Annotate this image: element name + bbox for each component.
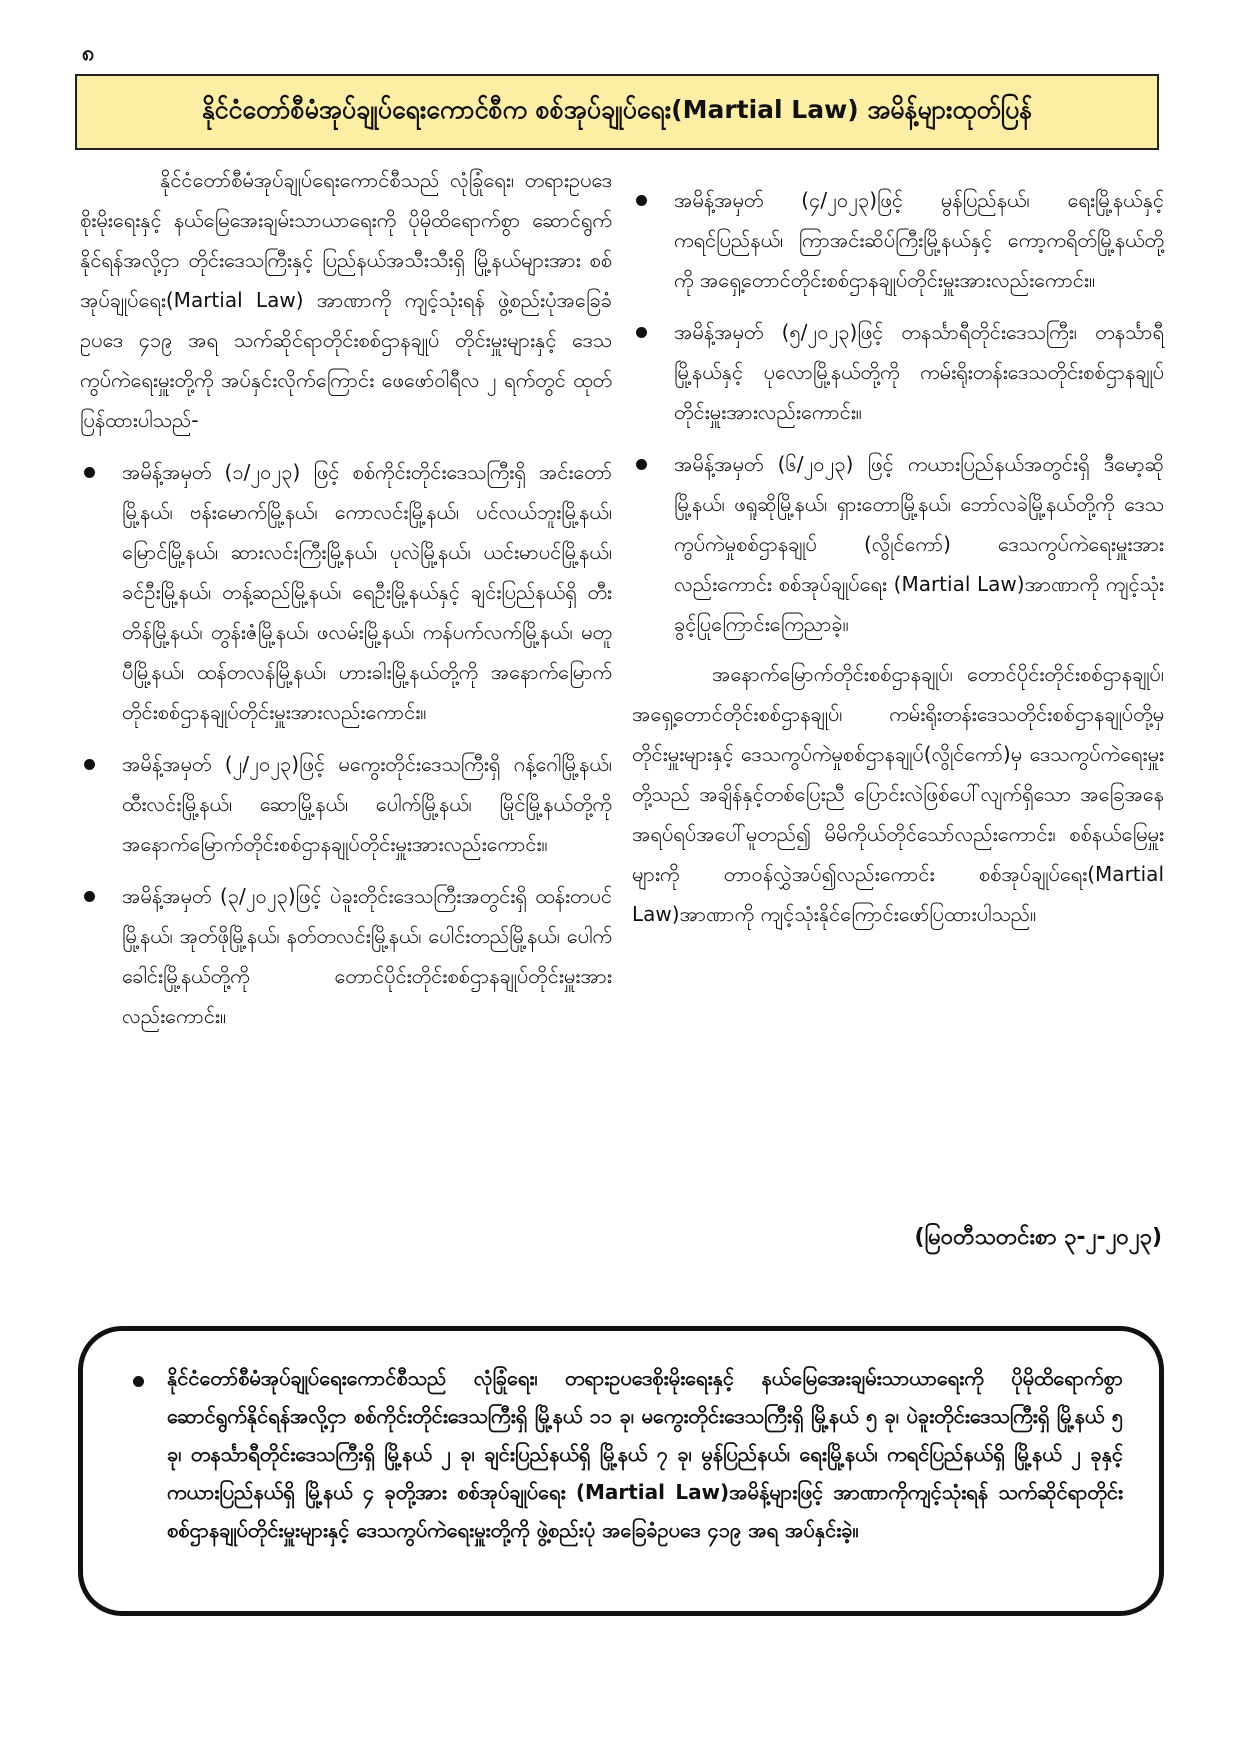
bullet-icon [636,459,647,470]
page-number: ၈ [82,41,95,66]
right-column [632,168,1164,934]
order-text: အမိန့်အမှတ် (၅/၂၀၂၃)ဖြင့် တနင်္သာရီတိုင်းဒေသကြီး၊ တနင်္သာရီမြို့နယ်နှင့် ပုလောမြို့နယ်တို့ကို ကမ်းရိုးတန်းဒေသတိုင်းစစ်ဌာနချုပ် တိုင်းမှူးအားလည်းကောင်း။ [674,320,1164,424]
summary-text: နိုင်ငံတော်စီမံအုပ်ချုပ်ရေးကောင်စီသည် လုံခြုံရေး၊ တရားဥပဒေစိုးမိုးရေးနှင့် နယ်မြေအေးချမ်းသာယာရေးကို ပိုမိုထိရောက်စွာ ဆောင်ရွက်နိုင်ရန်အလို့ငှာ စစ်ကိုင်းတိုင်းဒေသကြီးရှိ မြို့နယ် ၁၁ ခု၊ မကွေးတိုင်းဒေသကြီးရှိ မြို့နယ် ၅ ခု၊ ပဲခူးတိုင်းဒေသကြီးရှိ မြို့နယ် ၅ ခု၊ တနင်္သာရီတိုင်းဒေသကြီးရှိ မြို့နယ် ၂ ခု၊ ချင်းပြည်နယ်ရှိ မြို့နယ် ၇ ခု၊ မွန်ပြည်နယ်၊ ရေးမြို့နယ်၊ ကရင်ပြည်နယ်ရှိ မြို့နယ် ၂ ခုနှင့် ကယားပြည်နယ်ရှိ မြို့နယ် ၄ ခုတို့အား စစ်အုပ်ချုပ်ရေး (Martial Law)အမိန့်များဖြင့် အာဏာကိုကျင့်သုံးရန် သက်ဆိုင်ရာတိုင်းစစ်ဌာနချုပ်တိုင်းမှူးများနှင့် ဒေသကွပ်ကဲရေးမှူးတို့ကို ဖွဲ့စည်းပုံ အခြေခံဥပဒေ ၄၁၉ အရ အပ်နှင်းခဲ့။ [167,1366,1123,1542]
order-text: အမိန့်အမှတ် (၄/၂၀၂၃)ဖြင့် မွန်ပြည်နယ်၊ ရေးမြို့နယ်နှင့် ကရင်ပြည်နယ်၊ ကြာအင်းဆိပ်ကြီးမြို့နယ်နှင့် ကော့ကရိတ်မြို့နယ်တို့ကို အရှေ့တောင်တိုင်းစစ်ဌာနချုပ်တိုင်းမှူးအားလည်းကောင်း။ [674,188,1164,292]
page-title: နိုင်ငံတော်စီမံအုပ်ချုပ်ရေးကောင်စီက စစ်အုပ်ချုပ်ရေး(Martial Law) အမိန့်များထုတ်ပြန် [201,94,1033,124]
closing-paragraph: အနောက်မြောက်တိုင်းစစ်ဌာနချုပ်၊ တောင်ပိုင်းတိုင်းစစ်ဌာနချုပ်၊ အရှေ့တောင်တိုင်းစစ်ဌာနချုပ်၊ ကမ်းရိုးတန်းဒေသတိုင်းစစ်ဌာနချုပ်တို့မှ တိုင်းမှူးများနှင့် ဒေသကွပ်ကဲမှုစစ်ဌာနချုပ်(လွိုင်ကော်)မှ ဒေသကွပ်ကဲရေးမှူးတို့သည် အချိန်နှင့်တစ်ပြေးညီ ပြောင်းလဲဖြစ်ပေါ်လျက်ရှိသော အခြေအနေအရပ်ရပ်အပေါ်မူတည်၍ မိမိကိုယ်တိုင်သော်လည်းကောင်း၊ စစ်နယ်မြေမှူးများကို တာဝန်လွှဲအပ်၍လည်းကောင်း စစ်အုပ်ချုပ်ရေး(Martial Law)အာဏာကို ကျင့်သုံးနိုင်ကြောင်းဖော်ပြထားပါသည်။ [632,662,1164,926]
right-bullet-list [632,180,1164,644]
bullet-icon [84,467,95,478]
order-text: အမိန့်အမှတ် (၃/၂၀၂၃)ဖြင့် ပဲခူးတိုင်းဒေသကြီးအတွင်းရှိ ထန်းတပင်မြို့နယ်၊ အုတ်ဖိုမြို့နယ်၊ နတ်တလင်းမြို့နယ်၊ ပေါင်းတည်မြို့နယ်၊ ပေါက်ခေါင်းမြို့နယ်တို့ကို တောင်ပိုင်းတိုင်းစစ်ဌာနချုပ်တိုင်းမှူးအားလည်းကောင်း။ [122,884,612,1028]
bullet-icon [636,327,647,338]
summary-box [78,1326,1164,1616]
bullet-icon [133,1376,144,1387]
title-banner [75,74,1159,150]
bullet-icon [636,195,647,206]
list-item [80,452,612,732]
source-citation: (မြဝတီသတင်းစာ ၃-၂-၂၀၂၃) [914,1225,1162,1250]
order-text: အမိန့်အမှတ် (၂/၂၀၂၃)ဖြင့် မကွေးတိုင်းဒေသကြီးရှိ ဂန့်ဂေါမြို့နယ်၊ ထီးလင်းမြို့နယ်၊ ဆောမြို့နယ်၊ ပေါက်မြို့နယ်၊ မြိုင်မြို့နယ်တို့ကို အနောက်မြောက်တိုင်းစစ်ဌာနချုပ်တိုင်းမှူးအားလည်းကောင်း။ [122,752,612,856]
list-item [632,444,1164,644]
list-item [632,312,1164,432]
list-item [80,876,612,1036]
bullet-icon [84,759,95,770]
list-item [80,744,612,864]
order-text: အမိန့်အမှတ် (၆/၂၀၂၃) ဖြင့် ကယားပြည်နယ်အတွင်းရှိ ဒီမော့ဆိုမြို့နယ်၊ ဖရူဆိုမြို့နယ်၊ ရှားတောမြို့နယ်၊ ဘော်လခဲမြို့နယ်တို့ကို ဒေသကွပ်ကဲမှုစစ်ဌာနချုပ် (လွိုင်ကော်) ဒေသကွပ်ကဲရေးမှူးအားလည်းကောင်း စစ်အုပ်ချုပ်ရေး (Martial Law)အာဏာကို ကျင့်သုံးခွင့်ပြုကြောင်းကြေညာခဲ့။ [674,452,1164,636]
bullet-icon [84,891,95,902]
list-item [632,180,1164,300]
left-column [80,160,612,1046]
intro-paragraph: နိုင်ငံတော်စီမံအုပ်ချုပ်ရေးကောင်စီသည် လုံခြုံရေး၊ တရားဥပဒေစိုးမိုးရေးနှင့် နယ်မြေအေးချမ်းသာယာရေးကို ပိုမိုထိရောက်စွာ ဆောင်ရွက်နိုင်ရန်အလို့ငှာ တိုင်းဒေသကြီးနှင့် ပြည်နယ်အသီးသီးရှိ မြို့နယ်များအား စစ်အုပ်ချုပ်ရေး(Martial Law) အာဏာကို ကျင့်သုံးရန် ဖွဲ့စည်းပုံအခြေခံဥပဒေ ၄၁၉ အရ သက်ဆိုင်ရာတိုင်းစစ်ဌာနချုပ် တိုင်းမှူးများနှင့် ဒေသကွပ်ကဲရေးမှူးတို့ကို အပ်နှင်းလိုက်ကြောင်း ဖေဖော်ဝါရီလ ၂ ရက်တွင် ထုတ်ပြန်ထားပါသည်- [80,168,612,432]
order-text: အမိန့်အမှတ် (၁/၂၀၂၃) ဖြင့် စစ်ကိုင်းတိုင်းဒေသကြီးရှိ အင်းတော်မြို့နယ်၊ ဗန်းမောက်မြို့နယ်၊ ကောလင်းမြို့နယ်၊ ပင်လယ်ဘူးမြို့နယ်၊ မြောင်မြို့နယ်၊ ဆားလင်းကြီးမြို့နယ်၊ ပုလဲမြို့နယ်၊ ယင်းမာပင်မြို့နယ်၊ ခင်ဦးမြို့နယ်၊ တန့်ဆည်မြို့နယ်၊ ရေဦးမြို့နယ်နှင့် ချင်းပြည်နယ်ရှိ တီးတိန်မြို့နယ်၊ တွန်းဇံမြို့နယ်၊ ဖလမ်းမြို့နယ်၊ ကန်ပက်လက်မြို့နယ်၊ မတူပီမြို့နယ်၊ ထန်တလန်မြို့နယ်၊ ဟားခါးမြို့နယ်တို့ကို အနောက်မြောက်တိုင်းစစ်ဌာနချုပ်တိုင်းမှူးအားလည်းကောင်း။ [122,460,612,724]
left-bullet-list [80,452,612,1036]
